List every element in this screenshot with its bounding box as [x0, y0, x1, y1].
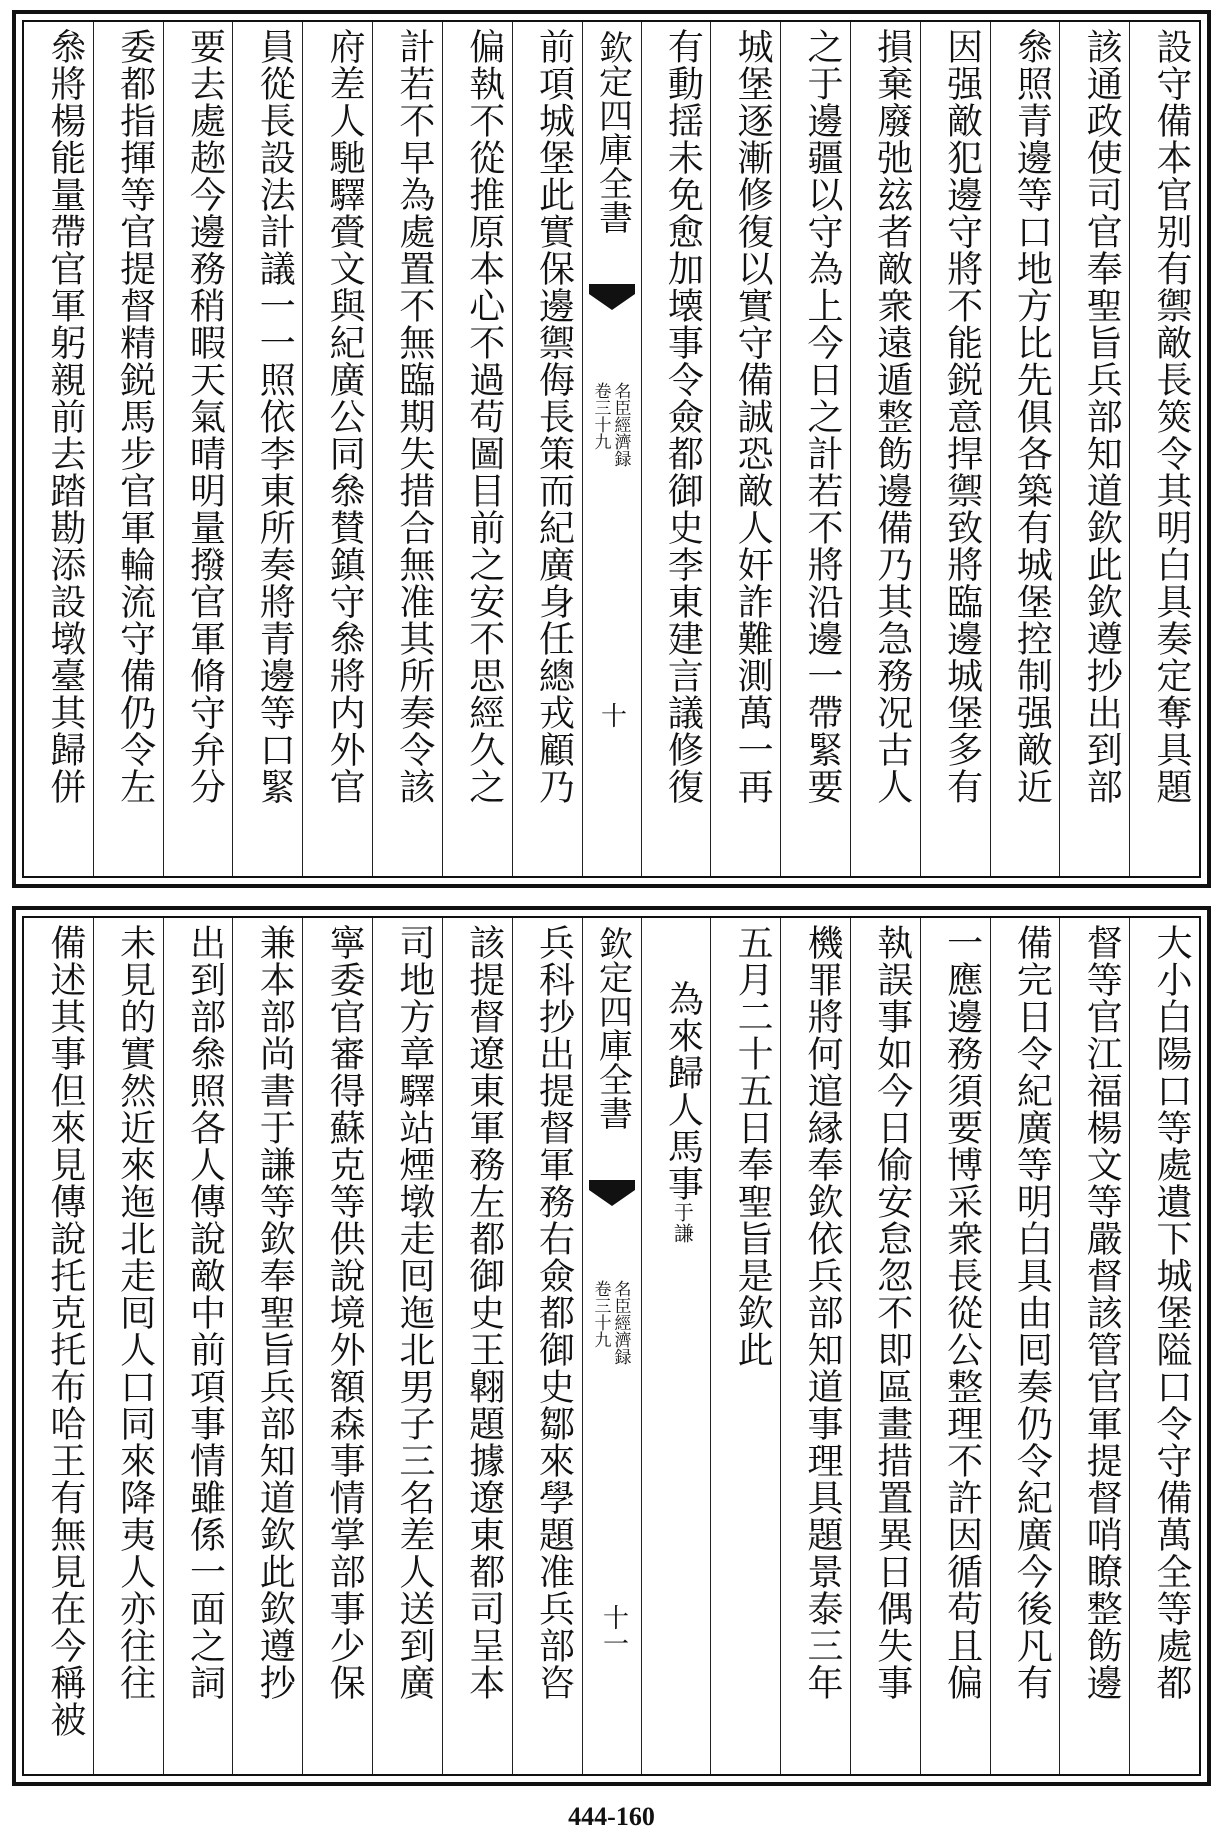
text-column: 叅將楊能量帶官軍躬親前去踏勘添設墩臺其歸併 — [44, 28, 86, 805]
book-title: 欽定四庫全書 — [592, 30, 633, 234]
page-number: 444-160 — [568, 1802, 655, 1831]
text-column: 未見的實然近來迤北走囘人口同來降夷人亦往往 — [93, 918, 163, 1774]
bottom-page-border — [22, 916, 1201, 1776]
text-column: 要去處趂今邊務稍暇天氣晴明量撥官軍脩守弁分 — [163, 22, 233, 876]
text-column: 督等官江福楊文等嚴督該管官軍提督哨瞭整飭邊 — [1059, 918, 1129, 1774]
text-column: 出到部叅照各人傳說敵中前項事情雖係一面之詞 — [163, 918, 233, 1774]
text-column: 執誤事如今日偷安怠忽不即區畫措置異日偶失事 — [850, 918, 920, 1774]
text-column: 設守備本官别有禦敵長筴令其明白具奏定奪具題 — [1129, 22, 1199, 876]
text-column: 員從長設法計議一一照依李東所奏將青邊等口緊 — [232, 22, 302, 876]
fish-tail-icon — [589, 1180, 635, 1206]
bottom-page — [12, 906, 1211, 1786]
text-column: 該通政使司官奉聖旨兵部知道欽此欽遵抄出到部 — [1059, 22, 1129, 876]
memorial-title-column — [641, 918, 711, 1774]
top-page-columns — [24, 22, 1199, 876]
fish-tail-icon — [589, 284, 635, 310]
text-column: 兵科抄出提督軍務右僉都御史鄒來學題准兵部咨 — [512, 918, 582, 1774]
text-column: 一應邊務須要博采衆長從公整理不許因循苟且偏 — [920, 918, 990, 1774]
text-column: 委都指揮等官提督精鋭馬步官軍輪流守備仍令左 — [93, 22, 163, 876]
text-column: 該提督遼東軍務左都御史王翺題據遼東都司呈本 — [442, 918, 512, 1774]
top-page — [12, 10, 1211, 888]
subtitle-book-name: 名臣經濟録 — [610, 1280, 631, 1365]
text-column: 損棄廢弛玆者敵衆遠遁整飭邊備乃其急務况古人 — [850, 22, 920, 876]
center-fold-column — [582, 22, 641, 876]
top-page-border — [22, 20, 1201, 878]
folio-number: 十 — [596, 702, 627, 728]
folio-number: 十一 — [598, 1604, 629, 1656]
subtitle-volume: 卷三十九 — [590, 1280, 611, 1348]
memorial-title: 為來歸人馬事 — [662, 980, 704, 1202]
text-column: 兼本部尚書于謙等欽奉聖旨兵部知道欽此欽遵抄 — [232, 918, 302, 1774]
text-column: 備述其事但來見傳說托克托布哈王有無見在今稱被 — [44, 924, 86, 1738]
text-column: 叅照青邊等口地方比先俱各築有城堡控制强敵近 — [990, 22, 1060, 876]
text-column: 前項城堡此實保邊禦侮長策而紀廣身任總戎顧乃 — [512, 22, 582, 876]
subtitle-volume: 卷三十九 — [590, 382, 611, 450]
text-column: 備完日令紀廣等明白具由囘奏仍令紀廣今後凡有 — [990, 918, 1060, 1774]
bottom-page-columns — [24, 918, 1199, 1774]
text-column: 寧委官審得蘇克等供說境外額森事情掌部事少保 — [302, 918, 372, 1774]
text-column: 有動揺未免愈加壊事令僉都御史李東建言議修復 — [641, 22, 711, 876]
text-column: 因强敵犯邊守將不能鋭意捍禦致將臨邊城堡多有 — [920, 22, 990, 876]
text-column: 城堡逐漸修復以實守備誠恐敵人奸詐難測萬一再 — [710, 22, 780, 876]
text-column: 機罪將何逭縁奉欽依兵部知道事理具題景泰三年 — [780, 918, 850, 1774]
text-column: 五月二十五日奉聖旨是欽此 — [710, 918, 780, 1774]
text-column: 大小白陽口等處遺下城堡隘口令守備萬全等處都 — [1129, 918, 1199, 1774]
book-title: 欽定四庫全書 — [592, 926, 633, 1130]
text-column: 府差人馳驛賫文與紀廣公同叅賛鎮守叅將内外官 — [302, 22, 372, 876]
center-fold-column — [582, 918, 641, 1774]
memorial-author: 于謙 — [670, 1202, 695, 1244]
text-column: 計若不早為處置不無臨期失措合無准其所奏令該 — [372, 22, 442, 876]
subtitle-book-name: 名臣經濟録 — [610, 382, 631, 467]
text-column: 偏執不從推原本心不過苟圖目前之安不思經久之 — [442, 22, 512, 876]
text-column: 司地方章驛站煙墩走囘迤北男子三名差人送到廣 — [372, 918, 442, 1774]
text-column: 之于邊疆以守為上今日之計若不將沿邊一帶緊要 — [780, 22, 850, 876]
